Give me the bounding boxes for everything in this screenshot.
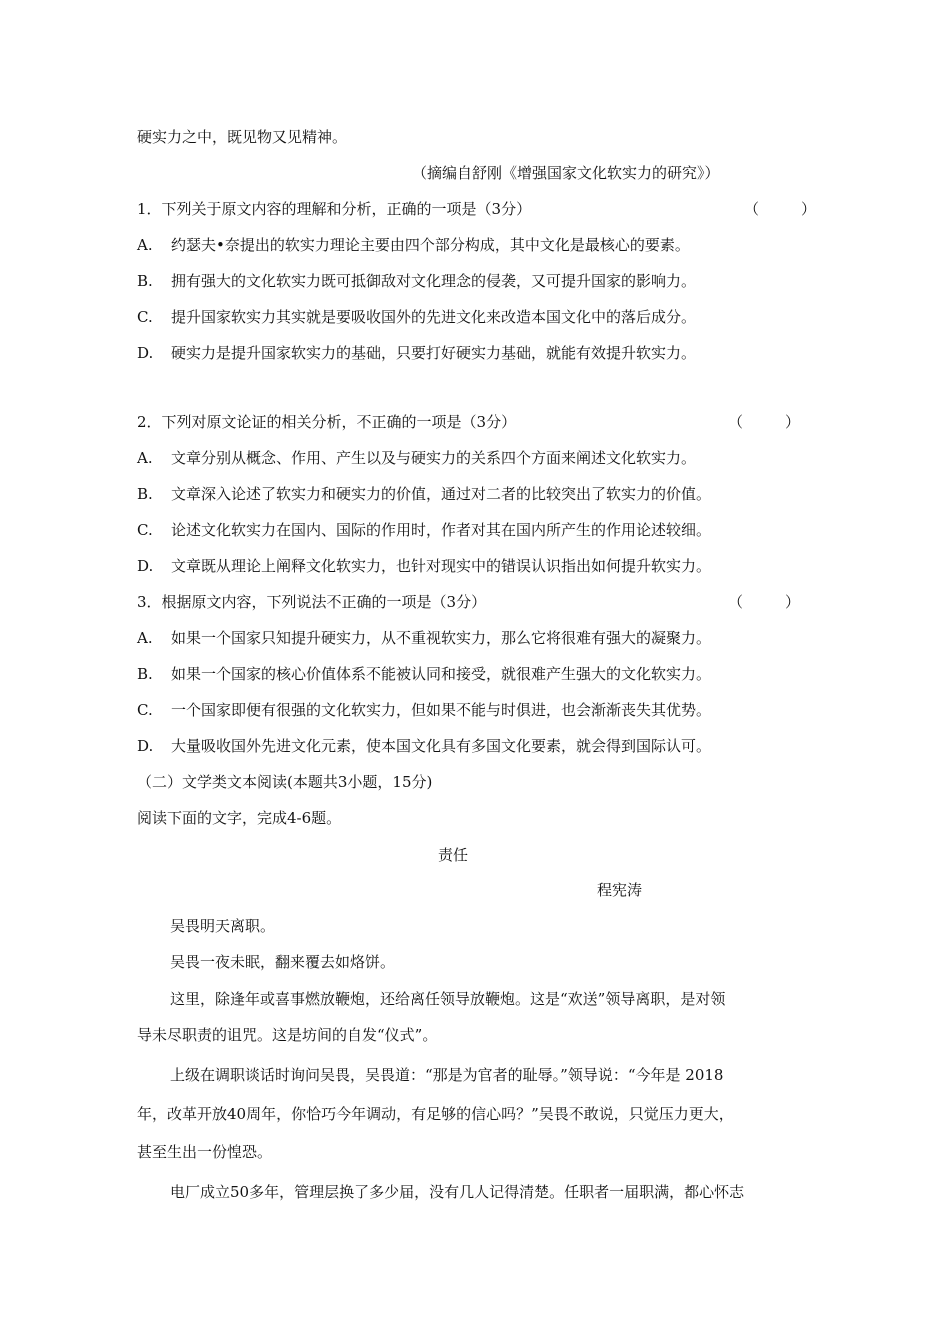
- story-paragraph: 甚至生出一份惶恐。: [137, 1143, 273, 1161]
- option-text: 约瑟夫•奈提出的软实力理论主要由四个部分构成，其中文化是最核心的要素。: [171, 236, 690, 254]
- option-d: [137, 343, 696, 363]
- passage-source: （摘编自舒刚《增强国家文化软实力的研究》）: [412, 164, 720, 182]
- section-heading: （二）文学类文本阅读(本题共3小题，15分): [137, 773, 433, 791]
- option-c: [137, 700, 711, 720]
- section-instruction: 阅读下面的文字，完成4-6题。: [137, 809, 342, 827]
- story-paragraph: 电厂成立50多年，管理层换了多少届，没有几人记得清楚。任职者一届职满，都心怀志: [170, 1183, 745, 1201]
- option-letter: A.: [137, 629, 153, 647]
- story-paragraph: 导未尽职责的诅咒。这是坊间的自发“仪式”。: [137, 1026, 438, 1044]
- option-letter: B.: [137, 485, 153, 503]
- option-text: 文章深入论述了软实力和硬实力的价值，通过对二者的比较突出了软实力的价值。: [171, 485, 712, 503]
- story-paragraph: 吴畏明天离职。: [170, 917, 276, 935]
- option-a: [137, 235, 690, 255]
- answer-bracket[interactable]: [728, 412, 800, 432]
- option-text: 文章既从理论上阐释文化软实力，也针对现实中的错误认识指出如何提升软实力。: [171, 557, 712, 575]
- story-paragraph: 这里，除逢年或喜事燃放鞭炮，还给离任领导放鞭炮。这是“欢送”领导离职，是对领: [170, 990, 726, 1008]
- bracket-open: （: [744, 200, 760, 218]
- option-letter: B.: [137, 665, 153, 683]
- bracket-close: ）: [801, 200, 817, 218]
- option-letter: A.: [137, 449, 153, 467]
- story-author: 程宪涛: [597, 881, 643, 899]
- option-d: [137, 736, 711, 756]
- option-letter: D.: [137, 557, 154, 575]
- option-c: [137, 307, 696, 327]
- bracket-close: ）: [785, 593, 801, 611]
- option-letter: A.: [137, 236, 153, 254]
- option-letter: C.: [137, 521, 153, 539]
- question-stem: 1．下列关于原文内容的理解和分析，正确的一项是（3分）: [137, 200, 532, 218]
- option-text: 硬实力是提升国家软实力的基础，只要打好硬实力基础，就能有效提升软实力。: [171, 344, 697, 362]
- option-text: 如果一个国家的核心价值体系不能被认同和接受，就很难产生强大的文化软实力。: [171, 665, 712, 683]
- story-paragraph: 年，改革开放40周年，你恰巧今年调动，有足够的信心吗？”吴畏不敢说，只觉压力更大，: [137, 1105, 734, 1123]
- bracket-open: （: [728, 413, 744, 431]
- option-text: 一个国家即便有很强的文化软实力，但如果不能与时俱进，也会渐渐丧失其优势。: [171, 701, 712, 719]
- option-c: [137, 520, 711, 540]
- passage-tail-text: 硬实力之中，既见物又见精神。: [137, 128, 348, 146]
- option-text: 如果一个国家只知提升硬实力，从不重视软实力，那么它将很难有强大的凝聚力。: [171, 629, 712, 647]
- option-letter: D.: [137, 737, 154, 755]
- option-text: 文章分别从概念、作用、产生以及与硬实力的关系四个方面来阐述文化软实力。: [171, 449, 697, 467]
- story-title: 责任: [438, 846, 469, 864]
- bracket-close: ）: [785, 413, 801, 431]
- option-letter: B.: [137, 272, 153, 290]
- answer-bracket[interactable]: [728, 592, 800, 612]
- option-a: [137, 448, 696, 468]
- option-d: [137, 556, 711, 576]
- story-paragraph: 吴畏一夜未眠，翻来覆去如烙饼。: [170, 953, 396, 971]
- option-letter: C.: [137, 308, 153, 326]
- option-letter: D.: [137, 344, 154, 362]
- option-text: 拥有强大的文化软实力既可抵御敌对文化理念的侵袭，又可提升国家的影响力。: [171, 272, 697, 290]
- option-a: [137, 628, 711, 648]
- question-stem: 2．下列对原文论证的相关分析，不正确的一项是（3分）: [137, 413, 517, 431]
- option-b: [137, 271, 696, 291]
- option-b: [137, 664, 711, 684]
- bracket-open: （: [728, 593, 744, 611]
- option-text: 论述文化软实力在国内、国际的作用时，作者对其在国内所产生的作用论述较细。: [171, 521, 712, 539]
- option-text: 提升国家软实力其实就是要吸收国外的先进文化来改造本国文化中的落后成分。: [171, 308, 697, 326]
- option-letter: C.: [137, 701, 153, 719]
- question-stem: 3．根据原文内容，下列说法不正确的一项是（3分）: [137, 593, 487, 611]
- story-paragraph: 上级在调职谈话时询问吴畏，吴畏道：“那是为官者的耻辱。”领导说：“今年是 2018: [170, 1066, 724, 1084]
- option-text: 大量吸收国外先进文化元素，使本国文化具有多国文化要素，就会得到国际认可。: [171, 737, 712, 755]
- option-b: [137, 484, 711, 504]
- answer-bracket[interactable]: [744, 199, 816, 219]
